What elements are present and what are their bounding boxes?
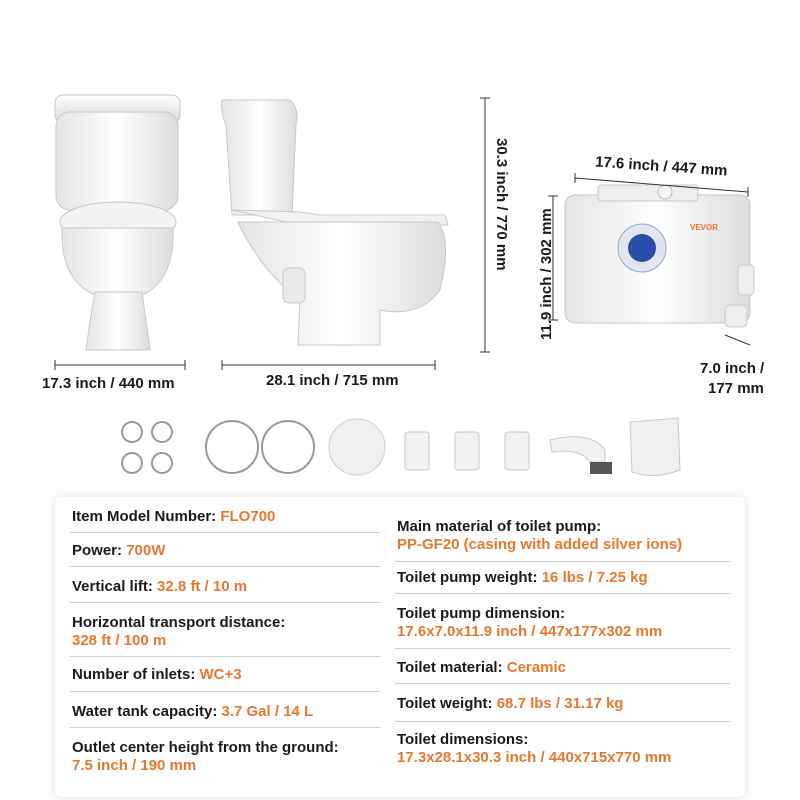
spec-inlets: Number of inlets: WC+3 [72,666,242,683]
hose-clamp-large-icon [206,421,314,473]
divider [70,602,380,603]
dimension-pump-depth-line1: 7.0 inch / [700,360,765,377]
specs-panel [55,497,745,797]
spec-pump-dimension: Toilet pump dimension: 17.6x7.0x11.9 inch / 447x177x302 mm [397,605,663,640]
divider [395,721,730,722]
dimension-pump-height: 11.9 inch / 302 mm [538,208,555,340]
spec-outlet-height: Outlet center height from the ground: 7.5 inch / 190 mm [72,739,339,774]
accessories [122,418,680,476]
pipe-connector-icon [405,432,529,470]
elbow-pipe-icon [550,437,612,474]
divider [395,648,730,649]
divider [70,566,380,567]
flexible-hose-icon [630,418,680,476]
hose-clamp-small-icon [122,422,172,473]
pump-brand-logo: VEVOR [690,223,719,232]
spec-model-number: Item Model Number: FLO700 [72,508,276,525]
divider [70,727,380,728]
dimension-toilet-depth: 28.1 inch / 715 mm [266,372,399,389]
rubber-plug-icon [329,419,385,475]
spec-horizontal-distance: Horizontal transport distance: 328 ft / 100 m [72,614,286,649]
spec-tank-capacity: Water tank capacity: 3.7 Gal / 14 L [72,703,314,720]
spec-pump-material: Main material of toilet pump: PP-GF20 (casing with added silver ions) [397,518,683,553]
dimension-toilet-width: 17.3 inch / 440 mm [42,375,175,392]
dimension-toilet-height: 30.3 inch / 770 mm [493,138,510,271]
divider [395,683,730,684]
divider [70,656,380,657]
dimension-pump-depth-line2: 177 mm [708,380,764,397]
dimension-pump-width: 17.6 inch / 447 mm [594,153,729,180]
spec-power: Power: 700W [72,542,166,559]
divider [70,691,380,692]
divider [70,532,380,533]
spec-toilet-weight: Toilet weight: 68.7 lbs / 31.17 kg [397,695,624,712]
toilet-front-view [55,95,180,350]
toilet-side-view [222,100,449,345]
spec-vertical-lift: Vertical lift: 32.8 ft / 10 m [72,578,248,595]
divider [395,561,730,562]
spec-pump-weight: Toilet pump weight: 16 lbs / 7.25 kg [397,569,648,586]
divider [395,593,730,594]
spec-toilet-material: Toilet material: Ceramic [397,659,566,676]
macerator-pump [565,185,754,327]
spec-toilet-dimensions: Toilet dimensions: 17.3x28.1x30.3 inch / 440x715x770 mm [397,731,672,766]
